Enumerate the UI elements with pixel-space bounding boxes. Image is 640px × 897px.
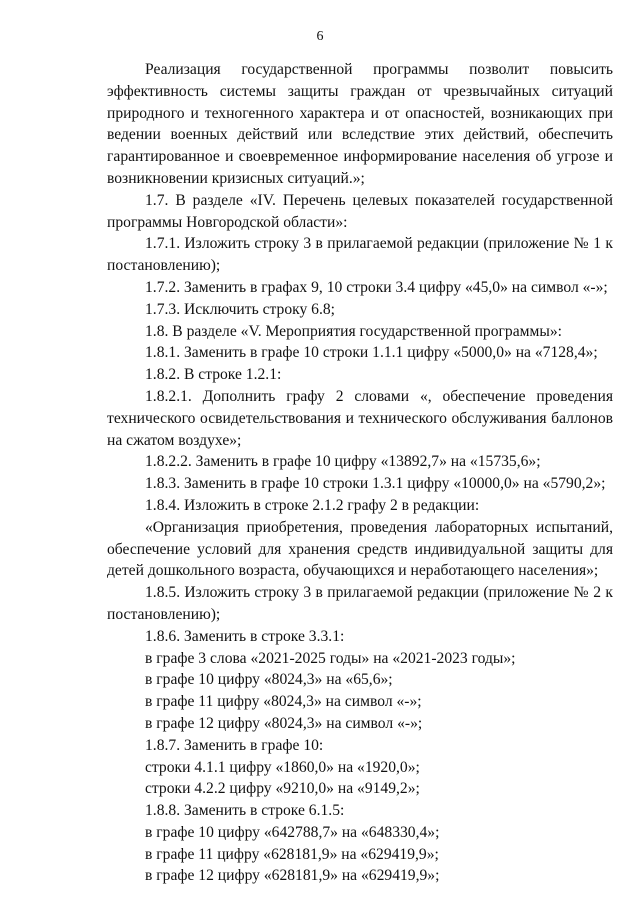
paragraph-program-implementation: Реализация государственной программы позволит повысить эффективность системы защиты граждан от чрезвычайных ситуаций природного и техногенного характера и от опасностей, возникающих при ведении военных действий или вследствие этих действий, обеспечить гарантированное и своевременное информирование населения об угрозе и возникновении кризисных ситуаций.»; (107, 61, 613, 187)
paragraph-1-8-6-column-3: в графе 3 слова «2021-2025 годы» на «2021-2023 годы»; (145, 649, 516, 667)
paragraph-1-8-6-column-10: в графе 10 цифру «8024,3» на «65,6»; (145, 671, 393, 689)
paragraph-1-8-2: 1.8.2. В строке 1.2.1: (145, 366, 282, 384)
paragraph-1-8-6: 1.8.6. Заменить в строке 3.3.1: (145, 627, 345, 645)
paragraph-1-8-6-column-11: в графе 11 цифру «8024,3» на символ «-»; (145, 693, 422, 711)
paragraph-1-8-7-row-4-1-1: строки 4.1.1 цифру «1860,0» на «1920,0»; (145, 758, 420, 776)
paragraph-1-8-8: 1.8.8. Заменить в строке 6.1.5: (145, 802, 345, 820)
document-body (107, 59, 613, 887)
paragraph-1-7: 1.7. В разделе «IV. Перечень целевых показателей государственной программы Новгородской области»: (107, 191, 613, 231)
paragraph-1-8-4-quote: «Организация приобретения, проведения лабораторных испытаний, обеспечение условий для хранения средств индивидуальной защиты для детей дошкольного возраста, обучающихся и неработающего населения»; (107, 518, 613, 580)
paragraph-1-8-7-row-4-2-2: строки 4.2.2 цифру «9210,0» на «9149,2»; (145, 780, 420, 798)
paragraph-1-8-6-column-12: в графе 12 цифру «8024,3» на символ «-»; (145, 714, 423, 732)
paragraph-1-8: 1.8. В разделе «V. Мероприятия государственной программы»: (145, 322, 562, 340)
paragraph-1-7-2: 1.7.2. Заменить в графах 9, 10 строки 3.4 цифру «45,0» на символ «-»; (145, 278, 608, 296)
paragraph-1-8-1: 1.8.1. Заменить в графе 10 строки 1.1.1 цифру «5000,0» на «7128,4»; (145, 344, 598, 362)
paragraph-1-8-8-column-12: в графе 12 цифру «628181,9» на «629419,9»; (145, 867, 440, 885)
paragraph-1-7-3: 1.7.3. Исключить строку 6.8; (145, 300, 335, 318)
paragraph-1-8-8-column-11: в графе 11 цифру «628181,9» на «629419,9»; (145, 845, 439, 863)
paragraph-1-8-4: 1.8.4. Изложить в строке 2.1.2 графу 2 в редакции: (145, 496, 480, 514)
paragraph-1-8-2-1: 1.8.2.1. Дополнить графу 2 словами «, обеспечение проведения технического освидетельствования и технического обслуживания баллонов на сжатом воздухе»; (107, 387, 613, 449)
paragraph-1-8-8-column-10: в графе 10 цифру «642788,7» на «648330,4»; (145, 823, 440, 841)
paragraph-1-8-7: 1.8.7. Заменить в графе 10: (145, 736, 324, 754)
paragraph-1-8-3: 1.8.3. Заменить в графе 10 строки 1.3.1 цифру «10000,0» на «5790,2»; (145, 475, 606, 493)
paragraph-1-7-1: 1.7.1. Изложить строку 3 в прилагаемой редакции (приложение № 1 к постановлению); (107, 235, 613, 275)
page-number: 6 (316, 29, 324, 44)
paragraph-1-8-2-2: 1.8.2.2. Заменить в графе 10 цифру «13892,7» на «15735,6»; (145, 453, 541, 471)
paragraph-1-8-5: 1.8.5. Изложить строку 3 в прилагаемой редакции (приложение № 2 к постановлению); (107, 584, 613, 623)
